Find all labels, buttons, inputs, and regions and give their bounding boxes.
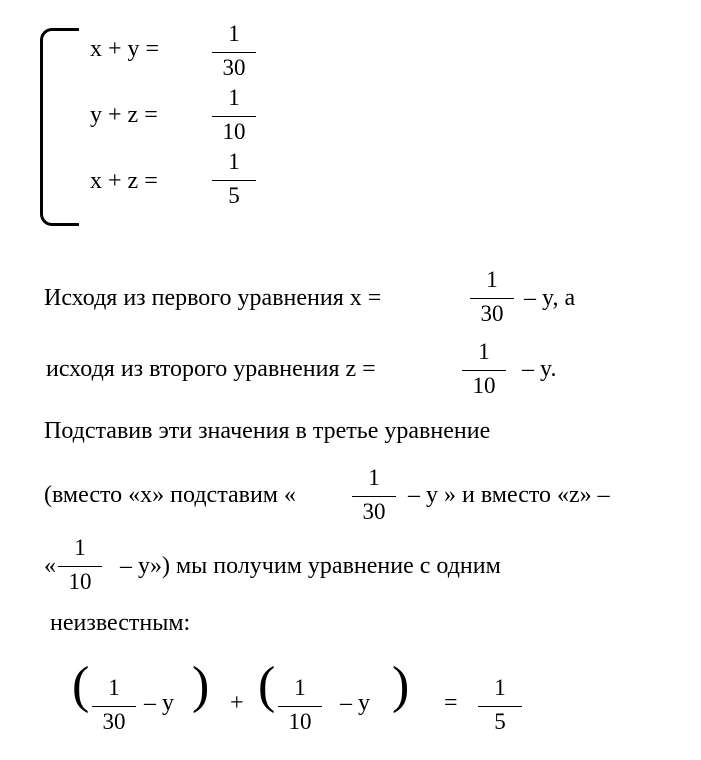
eq1-fraction [212, 22, 256, 84]
fraction-bar [92, 706, 136, 707]
right-paren: ) [192, 657, 210, 714]
line2-denominator: 10 [472, 373, 496, 398]
eq3-numerator: 1 [228, 149, 240, 174]
fraction-bar [470, 298, 514, 299]
final-minus-y-1: – y [144, 690, 174, 716]
eq3-lhs: x + z = [90, 168, 158, 194]
fraction-bar [58, 566, 102, 567]
final-f2-numerator: 1 [294, 675, 306, 700]
eq2-fraction [212, 86, 256, 148]
line2-text: исходя из второго уравнения z = [46, 356, 376, 382]
line5-numerator: 1 [74, 535, 86, 560]
eq2-denominator: 10 [222, 119, 246, 144]
line1-numerator: 1 [486, 267, 498, 292]
fraction-bar [462, 370, 506, 371]
final-f1-numerator: 1 [108, 675, 120, 700]
line1-fraction [470, 268, 514, 330]
line1-text: Исходя из первого уравнения x = [44, 285, 382, 311]
final-f3-denominator: 5 [494, 709, 506, 734]
final-fraction-1 [92, 676, 136, 738]
eq3-fraction [212, 150, 256, 212]
left-paren: ( [258, 657, 276, 714]
final-fraction-3 [478, 676, 522, 738]
line2-fraction [462, 340, 506, 402]
line4-numerator: 1 [368, 465, 380, 490]
fraction-bar [278, 706, 322, 707]
final-f3-numerator: 1 [494, 675, 506, 700]
fraction-bar [478, 706, 522, 707]
fraction-bar [212, 52, 256, 53]
system-brace [40, 28, 79, 226]
final-minus-y-2: – y [340, 690, 370, 716]
right-paren: ) [392, 657, 410, 714]
line5-fraction [58, 536, 102, 598]
line5-open-quote: « [44, 553, 56, 579]
final-f2-denominator: 10 [288, 709, 312, 734]
final-fraction-2 [278, 676, 322, 738]
line4-denominator: 30 [362, 499, 386, 524]
line1-tail: – y, а [524, 285, 576, 311]
line5-denominator: 10 [68, 569, 92, 594]
final-equals: = [444, 690, 458, 716]
line4-text: (вместо «x» подставим « [44, 482, 296, 508]
eq1-numerator: 1 [228, 21, 240, 46]
fraction-bar [352, 496, 396, 497]
line4-fraction [352, 466, 396, 528]
eq3-denominator: 5 [228, 183, 240, 208]
final-plus: + [230, 690, 244, 716]
final-f1-denominator: 30 [102, 709, 126, 734]
eq2-numerator: 1 [228, 85, 240, 110]
eq1-denominator: 30 [222, 55, 246, 80]
line5-tail: – y») мы получим уравнение с одним [120, 553, 501, 579]
line6-text: неизвестным: [50, 610, 191, 636]
fraction-bar [212, 116, 256, 117]
line3-text: Подставив эти значения в третье уравнение [44, 418, 491, 444]
left-paren: ( [72, 657, 90, 714]
line1-denominator: 30 [480, 301, 504, 326]
eq1-lhs: x + y = [90, 36, 160, 62]
eq2-lhs: y + z = [90, 102, 158, 128]
line4-tail: – y » и вместо «z» – [408, 482, 610, 508]
line2-tail: – y. [522, 356, 557, 382]
line2-numerator: 1 [478, 339, 490, 364]
fraction-bar [212, 180, 256, 181]
